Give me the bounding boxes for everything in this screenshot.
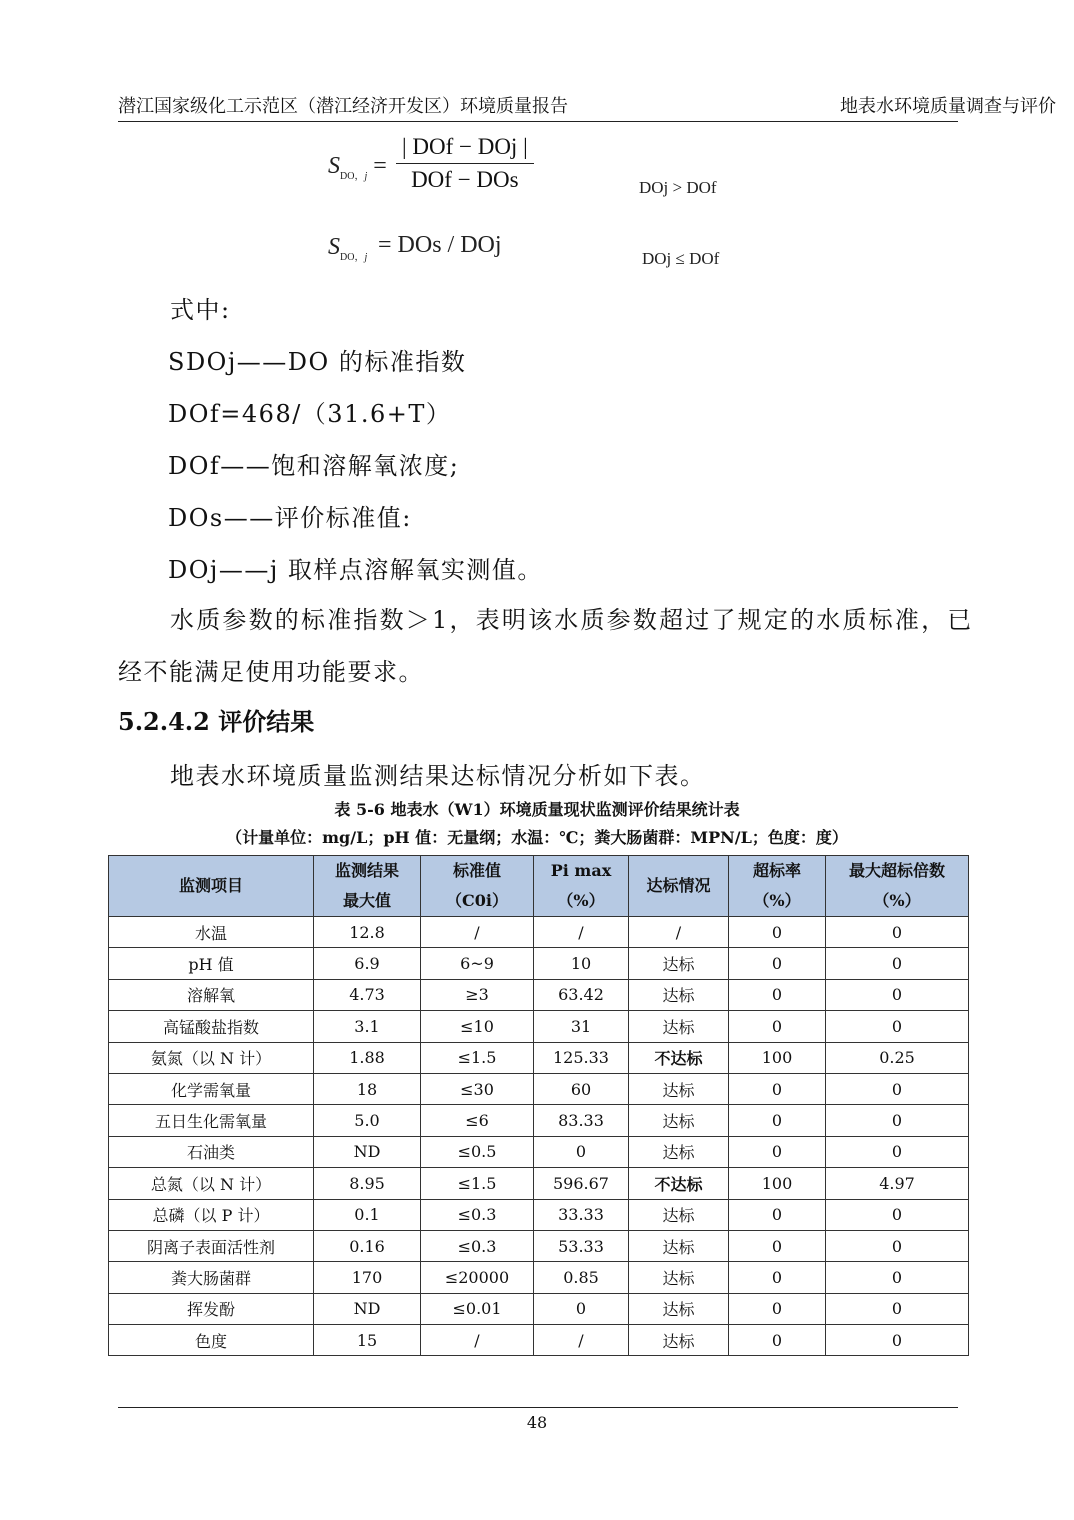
formula-2-condition: DOj ≤ DOf — [642, 249, 720, 268]
table-cell: 0 — [826, 1230, 969, 1261]
table-cell: 不达标 — [629, 1042, 729, 1073]
table-cell: 18 — [314, 1073, 421, 1104]
header-text: （%） — [873, 891, 921, 910]
header-text: 监测项目 — [178, 876, 243, 895]
page-header-left: 潜江国家级化工示范区（潜江经济开发区）环境质量报告 — [118, 96, 568, 117]
table-cell: ≤1.5 — [421, 1042, 534, 1073]
table-cell: 化学需氧量 — [109, 1073, 314, 1104]
table-cell: 0 — [826, 917, 969, 948]
formula-1-fraction — [396, 134, 534, 193]
table-header-cell — [729, 856, 826, 917]
table-cell: 五日生化需氧量 — [109, 1105, 314, 1136]
table-header-row — [109, 856, 969, 917]
table-header-cell — [421, 856, 534, 917]
table-cell: 0 — [826, 1293, 969, 1324]
table-row — [109, 979, 969, 1010]
table-row — [109, 1199, 969, 1230]
table-cell: 83.33 — [534, 1105, 629, 1136]
table-cell: 4.97 — [826, 1168, 969, 1199]
table-cell: 挥发酚 — [109, 1293, 314, 1324]
table-cell: 达标 — [629, 1136, 729, 1167]
table-cell: 达标 — [629, 1230, 729, 1261]
table-row — [109, 1011, 969, 1042]
table-cell: ≤6 — [421, 1105, 534, 1136]
table-cell: 0 — [729, 1325, 826, 1356]
table-cell: 596.67 — [534, 1168, 629, 1199]
table-cell: / — [629, 917, 729, 948]
table-cell: 0 — [534, 1136, 629, 1167]
formula-2-lhs: $S_{DO,j}$ — [328, 234, 368, 263]
table-cell: 溶解氧 — [109, 979, 314, 1010]
where-label: 式中: — [170, 296, 231, 324]
formula-1-numerator: | DOf − DOj | — [396, 134, 534, 164]
header-text: 标准值 — [452, 861, 501, 880]
table-cell: 6.9 — [314, 948, 421, 979]
table-cell: 8.95 — [314, 1168, 421, 1199]
page-header-right: 地表水环境质量调查与评价 — [840, 96, 1056, 117]
table-cell: 0 — [826, 1199, 969, 1230]
table-cell: 0 — [729, 1073, 826, 1104]
header-text: 超标率 — [752, 861, 801, 880]
section-heading: 5.2.4.2 评价结果 — [118, 707, 315, 736]
table-cell: 0 — [826, 1262, 969, 1293]
table-header-cell — [534, 856, 629, 917]
definition-dof-formula: DOf=468/（31.6+T） — [168, 400, 452, 428]
table-row — [109, 1168, 969, 1199]
table-header-cell — [314, 856, 421, 917]
table-cell: ≤0.01 — [421, 1293, 534, 1324]
table-cell: 达标 — [629, 1325, 729, 1356]
table-cell: 达标 — [629, 1011, 729, 1042]
table-header-cell — [826, 856, 969, 917]
table-row — [109, 1105, 969, 1136]
table-cell: 63.42 — [534, 979, 629, 1010]
table-cell: / — [534, 917, 629, 948]
table-cell: 达标 — [629, 979, 729, 1010]
table-row — [109, 948, 969, 979]
table-cell: / — [534, 1325, 629, 1356]
table-cell: 170 — [314, 1262, 421, 1293]
table-row — [109, 1230, 969, 1261]
table-cell: 达标 — [629, 948, 729, 979]
table-cell: 粪大肠菌群 — [109, 1262, 314, 1293]
table-cell: 0.1 — [314, 1199, 421, 1230]
table-cell: 0 — [729, 1011, 826, 1042]
table-cell: 3.1 — [314, 1011, 421, 1042]
table-cell: 1.88 — [314, 1042, 421, 1073]
table-cell: 0 — [729, 948, 826, 979]
table-cell: 0 — [534, 1293, 629, 1324]
table-cell: 6~9 — [421, 948, 534, 979]
table-row — [109, 1042, 969, 1073]
table-cell: 水温 — [109, 917, 314, 948]
header-text: 监测结果 — [334, 861, 399, 880]
formula-1-condition: DOj > DOf — [639, 178, 717, 197]
table-cell: 0 — [826, 1011, 969, 1042]
table-cell: 100 — [729, 1042, 826, 1073]
table-cell: ≤30 — [421, 1073, 534, 1104]
table-cell: pH 值 — [109, 948, 314, 979]
header-text: （C0i） — [446, 891, 508, 910]
table-header-cell — [629, 856, 729, 917]
table-cell: 0 — [826, 948, 969, 979]
definition-sdoj: SDOj——DO 的标准指数 — [168, 348, 467, 376]
table-cell: 15 — [314, 1325, 421, 1356]
header-text: 达标情况 — [646, 876, 711, 895]
table-cell: 0 — [729, 1136, 826, 1167]
table-units: （计量单位：mg/L；pH 值：无量纲；水温：℃；粪大肠菌群：MPN/L；色度：度） — [226, 828, 848, 847]
table-cell: 4.73 — [314, 979, 421, 1010]
table-cell: 0 — [826, 1105, 969, 1136]
table-cell: 10 — [534, 948, 629, 979]
paragraph-line-1: 水质参数的标准指数＞1，表明该水质参数超过了规定的水质标准，已 — [170, 606, 974, 634]
table-cell: 0 — [729, 1262, 826, 1293]
results-table — [108, 855, 969, 1356]
table-cell: 0 — [729, 1230, 826, 1261]
table-cell: 5.0 — [314, 1105, 421, 1136]
footer-rule — [118, 1407, 958, 1408]
table-cell: 0 — [826, 1073, 969, 1104]
table-cell: 0 — [729, 917, 826, 948]
table-cell: ≤20000 — [421, 1262, 534, 1293]
table-row — [109, 1293, 969, 1324]
table-cell: ≤1.5 — [421, 1168, 534, 1199]
table-cell: ND — [314, 1136, 421, 1167]
table-header-cell — [109, 856, 314, 917]
table-row — [109, 1136, 969, 1167]
table-cell: / — [421, 917, 534, 948]
table-cell: 53.33 — [534, 1230, 629, 1261]
formula-1-denominator: DOf − DOs — [411, 167, 519, 192]
paragraph-line-2: 经不能满足使用功能要求。 — [118, 658, 424, 686]
table-cell: ≤10 — [421, 1011, 534, 1042]
table-cell: 60 — [534, 1073, 629, 1104]
table-cell: ≤0.3 — [421, 1199, 534, 1230]
table-cell: 0 — [729, 1199, 826, 1230]
table-cell: ≥3 — [421, 979, 534, 1010]
table-cell: 0 — [729, 1293, 826, 1324]
header-text: 最大超标倍数 — [848, 861, 945, 880]
table-cell: 阴离子表面活性剂 — [109, 1230, 314, 1261]
header-text: （%） — [753, 891, 801, 910]
table-cell: ND — [314, 1293, 421, 1324]
formula-1-lhs: $S_{DO,j}$ = — [328, 153, 387, 182]
formula-2-rhs: = DOs / DOj — [378, 232, 502, 258]
table-cell: 0.85 — [534, 1262, 629, 1293]
table-cell: 总磷（以 P 计） — [109, 1199, 314, 1230]
page-number: 48 — [526, 1413, 548, 1432]
table-caption: 表 5-6 地表水（W1）环境质量现状监测评价结果统计表 — [334, 800, 740, 819]
table-cell: 达标 — [629, 1073, 729, 1104]
table-cell: ≤0.3 — [421, 1230, 534, 1261]
table-cell: 石油类 — [109, 1136, 314, 1167]
table-cell: 0 — [826, 979, 969, 1010]
header-text: 最大值 — [342, 891, 391, 910]
definition-dof: DOf——饱和溶解氧浓度; — [168, 452, 460, 480]
definition-dos: DOs——评价标准值: — [168, 504, 412, 532]
table-row — [109, 1262, 969, 1293]
table-cell: 不达标 — [629, 1168, 729, 1199]
table-row — [109, 917, 969, 948]
table-cell: / — [421, 1325, 534, 1356]
table-cell: 100 — [729, 1168, 826, 1199]
table-cell: 达标 — [629, 1262, 729, 1293]
definition-doj: DOj——j 取样点溶解氧实测值。 — [168, 556, 543, 584]
table-cell: 33.33 — [534, 1199, 629, 1230]
table-row — [109, 1325, 969, 1356]
table-cell: 125.33 — [534, 1042, 629, 1073]
table-intro: 地表水环境质量监测结果达标情况分析如下表。 — [170, 762, 706, 790]
table-cell: 0 — [826, 1325, 969, 1356]
table-cell: 达标 — [629, 1293, 729, 1324]
header-text: （%） — [557, 891, 605, 910]
table-cell: 氨氮（以 N 计） — [109, 1042, 314, 1073]
table-cell: 高锰酸盐指数 — [109, 1011, 314, 1042]
table-cell: 总氮（以 N 计） — [109, 1168, 314, 1199]
table-cell: 0 — [729, 979, 826, 1010]
table-cell: 31 — [534, 1011, 629, 1042]
table-cell: 12.8 — [314, 917, 421, 948]
table-cell: 达标 — [629, 1199, 729, 1230]
table-cell: ≤0.5 — [421, 1136, 534, 1167]
table-cell: 0 — [729, 1105, 826, 1136]
table-cell: 0.25 — [826, 1042, 969, 1073]
table-row — [109, 1073, 969, 1104]
table-cell: 0.16 — [314, 1230, 421, 1261]
table-cell: 色度 — [109, 1325, 314, 1356]
header-text: Pi max — [550, 861, 612, 880]
table-cell: 达标 — [629, 1105, 729, 1136]
header-rule — [118, 121, 958, 122]
table-cell: 0 — [826, 1136, 969, 1167]
